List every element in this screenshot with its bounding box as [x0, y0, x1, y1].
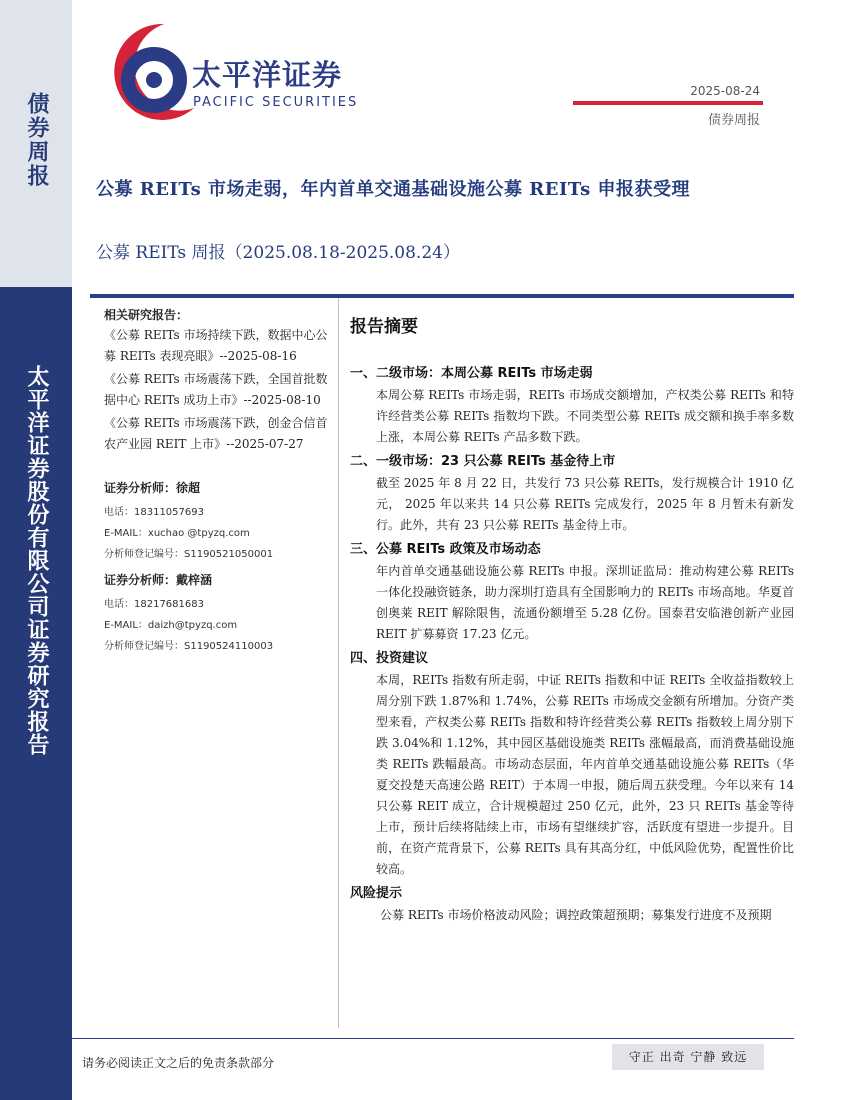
analyst-name: 证券分析师：戴梓涵 — [104, 573, 213, 587]
logo-chinese-name: 太平洋证券 — [192, 58, 343, 92]
related-reports-label: 相关研究报告： — [104, 308, 189, 322]
header-accent-line — [573, 101, 763, 105]
disclaimer-text: 请务必阅读正文之后的免责条款部分 — [82, 1056, 275, 1070]
section-body: 截至 2025 年 8 月 22 日，共发行 73 只公募 REITs，发行规模合计 1910 亿元， 2025 年以来共 14 只公募 REITs 完成发行，2025 年 8 月暂未有新发行。此外，共有 23 只公募 REITs 基金待上市。 — [376, 476, 794, 532]
risk-body: 公募 REITs 市场价格波动风险；调控政策超预期；募集发行进度不及预期 — [380, 908, 772, 922]
summary-column — [350, 312, 794, 926]
logo-english-name: PACIFIC SECURITIES — [193, 95, 359, 110]
report-type-label: 债券周报 — [707, 113, 760, 128]
analyst-phone: 电话：18217681683 — [104, 599, 204, 610]
related-report-link[interactable]: 《公募 REITs 市场持续下跌，数据中心公募 REITs 表现亮眼》--2025-08-16 — [104, 328, 328, 363]
title-divider — [90, 294, 794, 298]
risk-heading: 风险提示 — [350, 886, 403, 901]
sidebar-report-type-label: 债券周报 — [24, 92, 49, 188]
section-heading: 四、投资建议 — [350, 651, 429, 666]
report-date: 2025-08-24 — [690, 84, 760, 98]
analyst-name: 证券分析师：徐超 — [104, 481, 201, 495]
sidebar-top-band — [0, 0, 72, 287]
section-heading: 二、一级市场：23 只公募 REITs 基金待上市 — [350, 454, 616, 469]
sidebar-bottom-band — [0, 287, 72, 1100]
related-report-link[interactable]: 《公募 REITs 市场震荡下跌，全国首批数据中心 REITs 成功上市》--2025-08-10 — [104, 372, 328, 407]
footer-divider — [72, 1038, 794, 1039]
section-body: 本周公募 REITs 市场走弱，REITs 市场成交额增加，产权类公募 REITs 和特许经营类公募 REITs 指数均下跌。不同类型公募 REITs 成交额和换手率多数上涨，本周公募 REITs 产品多数下跌。 — [376, 388, 794, 444]
section-heading: 一、二级市场：本周公募 REITs 市场走弱 — [350, 366, 593, 381]
column-divider — [338, 298, 339, 1028]
section-heading: 三、公募 REITs 政策及市场动态 — [350, 542, 541, 557]
analyst-email[interactable]: E-MAIL：xuchao @tpyzq.com — [104, 528, 250, 539]
analyst-card — [104, 479, 329, 565]
analyst-phone: 电话：18311057693 — [104, 507, 204, 518]
company-motto: 守正 出奇 宁静 致远 — [612, 1044, 764, 1070]
analyst-card — [104, 571, 329, 657]
analyst-registration: 分析师登记编号：S1190524110003 — [104, 641, 274, 652]
related-report-link[interactable]: 《公募 REITs 市场震荡下跌，创金合信首农产业园 REIT 上市》--2025-07-27 — [104, 416, 328, 451]
analyst-registration: 分析师登记编号：S1190521050001 — [104, 549, 274, 560]
summary-title: 报告摘要 — [350, 317, 418, 337]
report-sub-title: 公募 REITs 周报（2025.08.18-2025.08.24） — [96, 243, 460, 263]
left-info-column — [104, 306, 329, 657]
section-body: 本周，REITs 指数有所走弱，中证 REITs 指数和中证 REITs 全收益指数较上周分别下跌 1.87%和 1.74%，公募 REITs 市场成交金额有所增加。分资产类型来看，产权类公募 REITs 指数和特许经营类公募 REITs 指数较上周分别下跌 3.04%和 1.12%，其中园区基础设施类 REITs 涨幅最高，而消费基础设施类 REITs 跌幅最高。市场动态层面，年内首单交通基础设施公募 REITs（华夏交投楚天高速公路 REIT）于本周一申报，随后周五获受理。今年以来有 14 只公募 REIT 成立，合计规模超过 250 亿元，此外，23 只 REITs 基金等待上市，预计后续将陆续上市，市场有望继续扩容，活跃度有望进一步提升。目前，在资产荒背景下，公募 REITs 具有其高分红，中低风险优势，配置性价比较高。 — [376, 673, 794, 876]
section-body: 年内首单交通基础设施公募 REITs 申报。深圳证监局：推动构建公募 REITs 一体化投融资链条，助力深圳打造具有全国影响力的 REITs 市场高地。华夏首创奥莱 REIT 解除限售，流通份额增至 5.28 亿份。国泰君安临港创新产业园 REIT 扩募募资 17.23 亿元。 — [376, 564, 794, 641]
sidebar-company-label: 太平洋证券股份有限公司证券研究报告 — [24, 365, 49, 756]
report-main-title: 公募 REITs 市场走弱，年内首单交通基础设施公募 REITs 申报获受理 — [96, 179, 691, 200]
analyst-email[interactable]: E-MAIL：daizh@tpyzq.com — [104, 620, 238, 631]
